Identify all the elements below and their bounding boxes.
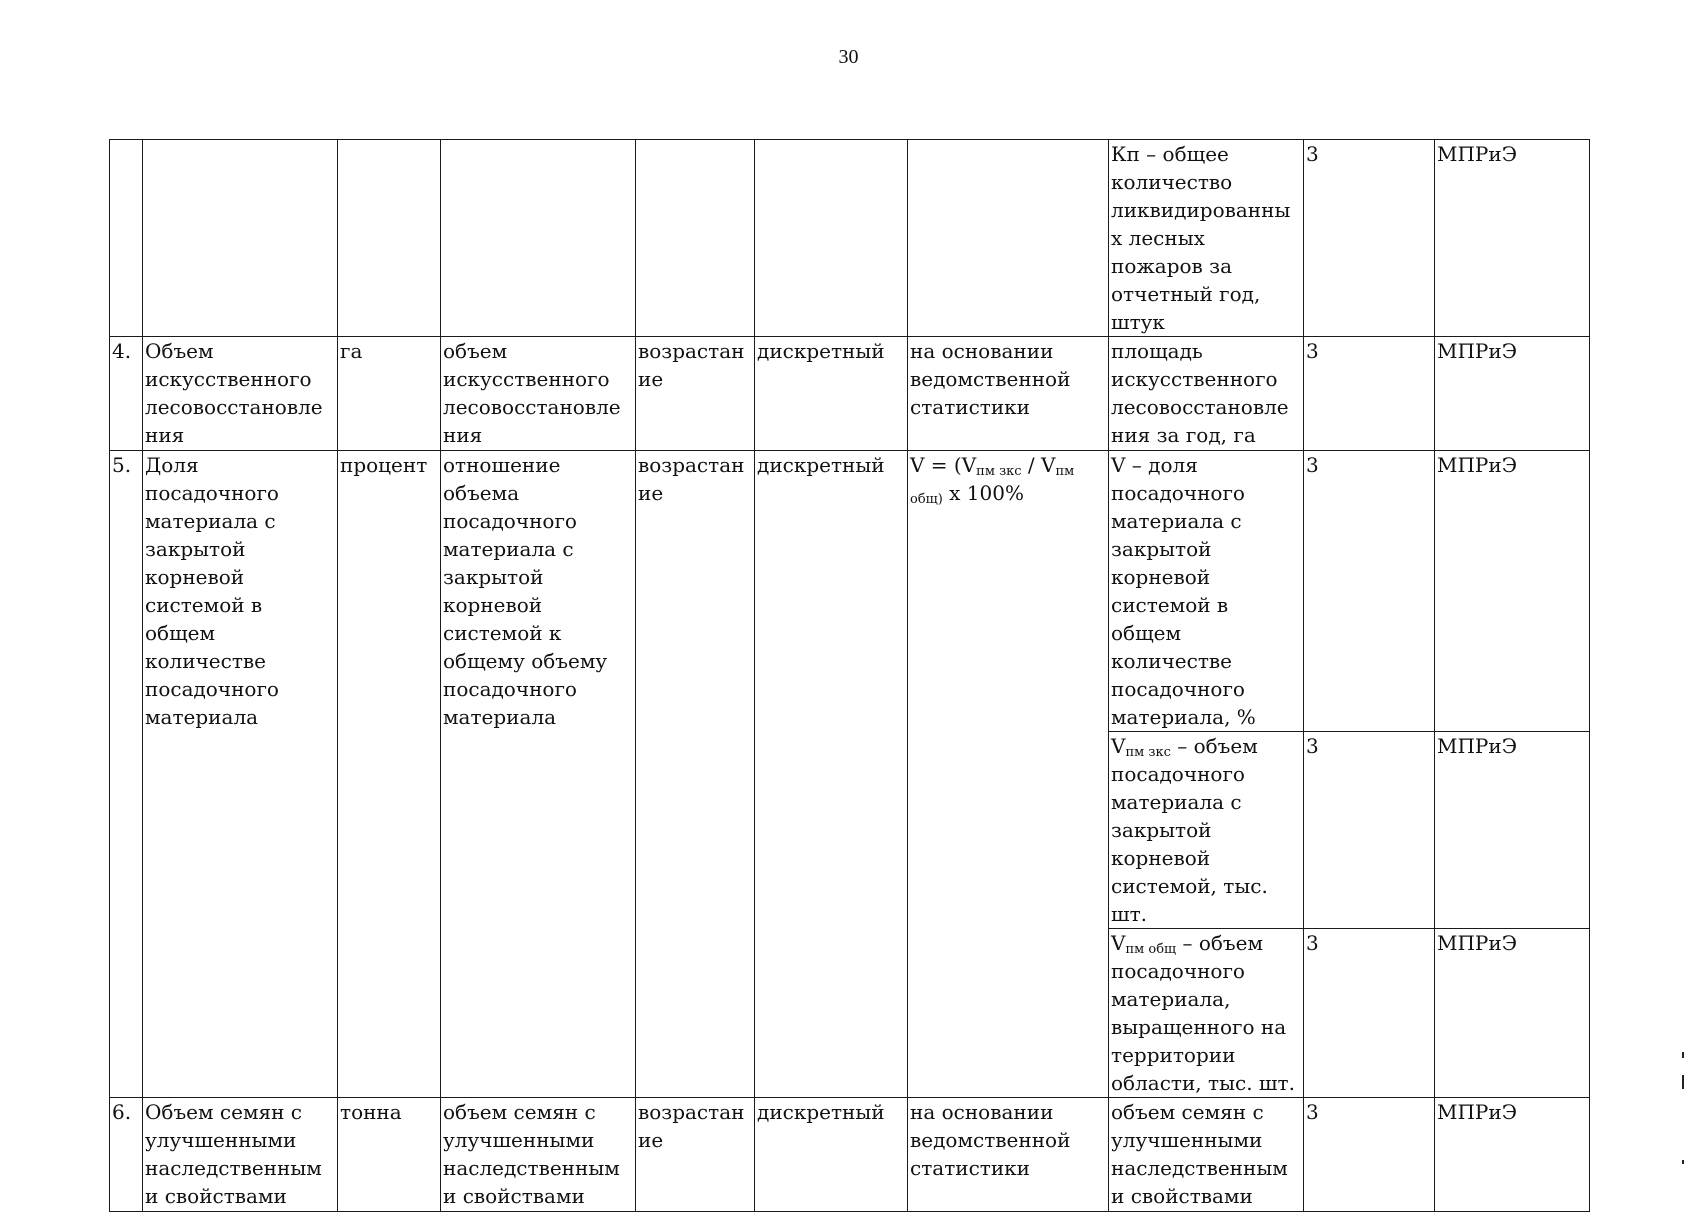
- formula-subscript: пм общ): [910, 464, 1075, 507]
- cell-variable: площадь искусственного лесовосстановления за год, га: [1109, 337, 1304, 451]
- variable-subscript: пм зкс: [1125, 745, 1171, 760]
- cell-name: Объем семян с улучшенными наследственными свойствами: [143, 1098, 338, 1212]
- variable-symbol: V: [1111, 734, 1126, 758]
- cell-method: на основании ведомственной статистики: [908, 337, 1109, 451]
- scan-edge-mark: [1682, 1160, 1684, 1164]
- cell-unit: процент: [338, 451, 441, 1098]
- table-row-6: [110, 1098, 1590, 1212]
- cell-variable: Кп – общее количество ликвидированных лесных пожаров за отчетный год, штук: [1109, 140, 1304, 337]
- cell-dynamics: [636, 140, 755, 337]
- cell-definition: объем искусственного лесовосстановления: [441, 337, 636, 451]
- cell-name: [143, 140, 338, 337]
- cell-unit: тонна: [338, 1098, 441, 1212]
- variable-symbol: V: [1111, 931, 1126, 955]
- cell-num: [110, 140, 143, 337]
- cell-variable: V – доля посадочного материала с закрытой корневой системой в общем количестве посадочного материала, %: [1109, 451, 1304, 732]
- cell-dynamics: возрастание: [636, 451, 755, 1098]
- cell-variable: [1109, 732, 1304, 929]
- cell-time-char: [755, 140, 908, 337]
- cell-num: 5.: [110, 451, 143, 1098]
- cell-formula: [908, 451, 1109, 1098]
- variable-subscript: пм общ: [1125, 942, 1177, 957]
- cell-source: 3: [1304, 732, 1435, 929]
- cell-source: 3: [1304, 929, 1435, 1098]
- scan-edge-mark: [1682, 1052, 1684, 1058]
- cell-variable: объем семян с улучшенными наследственными свойствами: [1109, 1098, 1304, 1212]
- indicators-table: [109, 139, 1590, 1212]
- cell-dynamics: возрастание: [636, 1098, 755, 1212]
- cell-responsible: МПРиЭ: [1435, 337, 1590, 451]
- table-row-4: [110, 337, 1590, 451]
- formula-part: / V: [1021, 453, 1056, 477]
- cell-responsible: МПРиЭ: [1435, 732, 1590, 929]
- cell-source: 3: [1304, 140, 1435, 337]
- page-number: 30: [838, 46, 859, 68]
- cell-method: на основании ведомственной статистики: [908, 1098, 1109, 1212]
- cell-name: Доля посадочного материала с закрытой корневой системой в общем количестве посадочного материала: [143, 451, 338, 1098]
- cell-num: 6.: [110, 1098, 143, 1212]
- variable-text: – объем посадочного материала с закрытой корневой системой, тыс. шт.: [1111, 734, 1268, 926]
- cell-num: 4.: [110, 337, 143, 451]
- formula-subscript: пм зкс: [976, 464, 1022, 479]
- cell-unit: га: [338, 337, 441, 451]
- cell-time-char: дискретный: [755, 337, 908, 451]
- cell-responsible: МПРиЭ: [1435, 929, 1590, 1098]
- cell-name: Объем искусственного лесовосстановления: [143, 337, 338, 451]
- cell-responsible: МПРиЭ: [1435, 1098, 1590, 1212]
- table-row-5: [110, 451, 1590, 732]
- table-row-continuation: [110, 140, 1590, 337]
- cell-source: 3: [1304, 1098, 1435, 1212]
- cell-time-char: дискретный: [755, 451, 908, 1098]
- formula-part: V = (V: [910, 453, 977, 477]
- cell-dynamics: возрастание: [636, 337, 755, 451]
- cell-definition: [441, 140, 636, 337]
- cell-variable: [1109, 929, 1304, 1098]
- cell-time-char: дискретный: [755, 1098, 908, 1212]
- cell-definition: отношение объема посадочного материала с закрытой корневой системой к общему объему посадочного материала: [441, 451, 636, 1098]
- cell-method: [908, 140, 1109, 337]
- cell-responsible: МПРиЭ: [1435, 451, 1590, 732]
- variable-text: – объем посадочного материала, выращенного на территории области, тыс. шт.: [1111, 931, 1295, 1095]
- cell-source: 3: [1304, 337, 1435, 451]
- formula-part: х 100%: [942, 481, 1024, 505]
- cell-definition: объем семян с улучшенными наследственными свойствами: [441, 1098, 636, 1212]
- scan-edge-mark: [1682, 1075, 1684, 1089]
- cell-responsible: МПРиЭ: [1435, 140, 1590, 337]
- cell-source: 3: [1304, 451, 1435, 732]
- cell-unit: [338, 140, 441, 337]
